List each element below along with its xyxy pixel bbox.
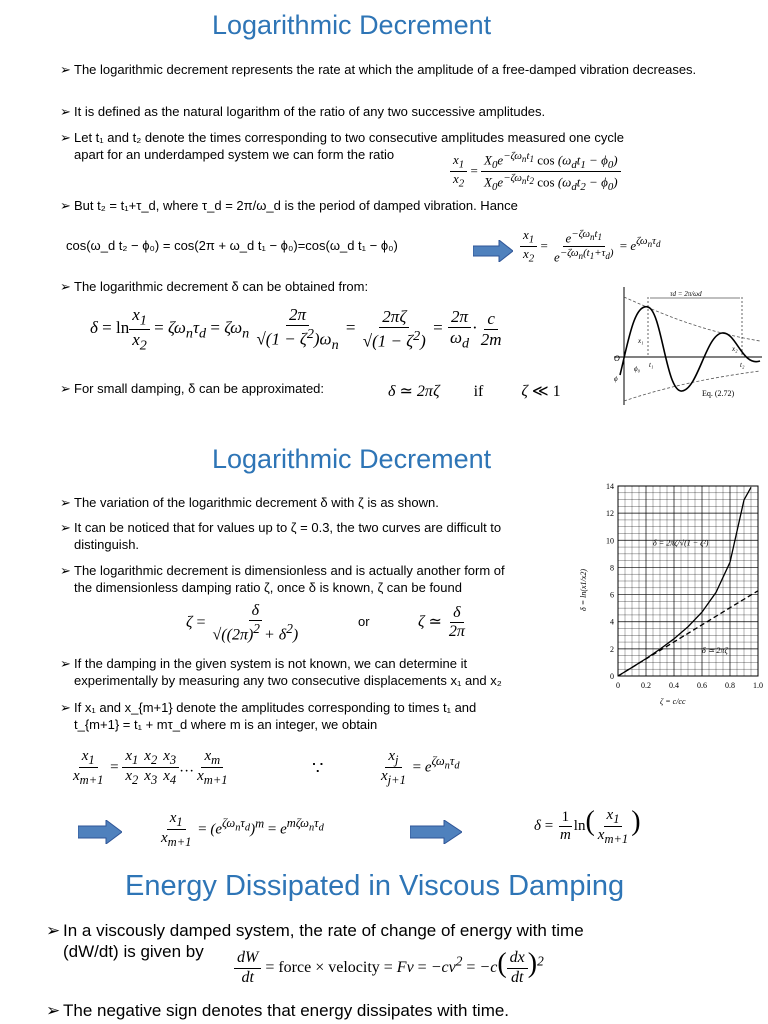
cos-equation: cos(ω_d t₂ − ϕ₀) = cos(2π + ω_d t₁ − ϕ₀)=cos(ω_d t₁ − ϕ₀): [66, 238, 398, 253]
y-tick-label: 0: [610, 672, 614, 681]
s2-bullet-3: ➢ The logarithmic decrement is dimensionless and is actually another form of the dimensionless damping ratio ζ, once δ is known, ζ can be found: [60, 563, 505, 595]
bullet-arrow-icon: ➢: [60, 656, 71, 671]
successive-ratio-equation: $\frac{x_j}{x_{j+1}}$ = $e^{\zeta\omega_n\tau_d}$: [381, 748, 460, 788]
bullet-arrow-icon: ➢: [60, 563, 71, 578]
x-tick-label: 0.6: [697, 681, 707, 690]
zeta-approx-equation: ζ ≃ $\frac{\delta}{2\pi}$: [418, 604, 465, 641]
s2-bullet-1: ➢ The variation of the logarithmic decrement δ with ζ is as shown.: [60, 495, 439, 510]
s2-bullet-5: ➢ If x₁ and x_{m+1} denote the amplitudes corresponding to times t₁ and t_{m+1} = t₁ + mτ_d where m is an integer, we obtain: [60, 700, 477, 732]
section2-title: Logarithmic Decrement: [212, 444, 492, 474]
y-tick-label: 12: [606, 509, 614, 519]
bullet-arrow-icon: ➢: [60, 495, 71, 510]
section1-title: Logarithmic Decrement: [212, 10, 492, 40]
x-tick-label: 0.8: [725, 681, 735, 690]
bullet-arrow-icon: ➢: [60, 279, 71, 294]
bullet-arrow-icon: ➢: [46, 1001, 61, 1020]
s1-bullet-4: ➢ But t₂ = t₁+τ_d, where τ_d = 2π/ω_d is the period of damped vibration. Hance: [60, 198, 518, 213]
y-tick-label: 2: [610, 644, 614, 654]
s3-bullet-2: ➢ The negative sign denotes that energy dissipates with time.: [46, 1001, 510, 1020]
x-axis-label: ζ = c/cc: [660, 697, 686, 706]
delta-equation: δ = ln $\frac{x_1}{x_2}$ = $\zeta\omega_n\tau_d = \zeta\omega_n$ $\frac{2\pi}{√(1 - \zeta^2)\omega_n}$ = $\frac{2\pi\zeta}{√(1 - \zeta^2)}$ = $\frac{2\pi}{\omega_d}$ · $\frac{c}{2m}$: [90, 305, 502, 354]
section3-title: Energy Dissipated in Viscous Damping: [125, 870, 625, 902]
small-damping-approx: δ ≃ 2πζ if ζ ≪ 1: [388, 383, 561, 400]
y-tick-label: 10: [606, 536, 614, 546]
series-exact-line: [618, 487, 751, 676]
because-symbol: ∵: [312, 758, 324, 778]
svg-text:t₂: t₂: [740, 361, 745, 369]
y-tick-label: 8: [610, 563, 614, 573]
s1-bullet-3: ➢ Let t₁ and t₂ denote the times corresponding to two consecutive amplitudes measured one cycle apart for an underdamped system we can form the ratio: [60, 130, 624, 162]
bullet-arrow-icon: ➢: [60, 700, 71, 715]
series-exact-label: δ = 2πζ/√(1 − ζ²): [653, 538, 709, 548]
ratio-equation: $\frac{x_1}{x_2}$ = $\frac{X_0e^{-\zeta\omega_nt_1} \cos (\omega_dt_1 - \phi_0)}{X_0e^{-\zeta\omega_nt_2} \cos (\omega_dt_2 - \phi_0)}$: [450, 150, 621, 194]
bullet-arrow-icon: ➢: [60, 104, 71, 119]
svg-text:t₁: t₁: [649, 361, 654, 369]
power-equation: $\frac{x_1}{x_{m+1}}$ = $(e^{\zeta\omega_n\tau_d})^m = e^{m\zeta\omega_n\tau_d}$: [161, 810, 324, 850]
energy-rate-equation: $\frac{dW}{dt}$ = force × velocity = $Fv = -cv^2 = -c$( $\frac{dx}{dt}$ )$^2$: [234, 948, 544, 987]
bullet-arrow-icon: ➢: [60, 381, 71, 396]
svg-text:x₁: x₁: [638, 337, 644, 345]
bullet-arrow-icon: ➢: [60, 520, 71, 535]
svg-text:x₂: x₂: [732, 345, 738, 353]
bullet-arrow-icon: ➢: [46, 921, 61, 940]
y-axis-label: δ = ln(x1/x2): [579, 569, 588, 611]
series-approx-label: δ ≃ 2πζ: [702, 645, 728, 655]
bullet-arrow-icon: ➢: [60, 198, 71, 213]
svg-text:O: O: [614, 354, 620, 363]
right-arrow-icon: [78, 820, 122, 844]
s2-bullet-2: ➢ It can be noticed that for values up to ζ = 0.3, the two curves are difficult to distinguish.: [60, 520, 502, 552]
zeta-exact-equation: ζ = $\frac{\delta}{√((2\pi)^2 + \delta^2)}$: [186, 602, 299, 644]
s1-bullet-2: ➢ It is defined as the natural logarithm of the ratio of any two successive amplitudes.: [60, 104, 546, 119]
bullet-arrow-icon: ➢: [60, 62, 71, 77]
s1-bullet-6: ➢ For small damping, δ can be approximated:: [60, 381, 325, 396]
right-arrow-icon: [473, 240, 513, 262]
or-label: or: [358, 614, 370, 629]
bullet-arrow-icon: ➢: [60, 130, 71, 145]
right-arrow-icon: [410, 820, 462, 844]
damped-vibration-figure: [610, 283, 765, 408]
s1-bullet-5: ➢ The logarithmic decrement δ can be obtained from:: [60, 279, 369, 294]
delta-m-equation: δ = $\frac{1}{m}$ ln( $\frac{x_1}{x_{m+1}}$ ): [534, 806, 641, 847]
x-tick-label: 0: [616, 681, 620, 690]
s1-bullet-1: ➢ The logarithmic decrement represents the rate at which the amplitude of a free-damped vibration decreases.: [60, 62, 697, 77]
x-tick-label: 0.2: [641, 681, 651, 690]
exp-ratio-equation: $\frac{x_1}{x_2}$ = $\frac{e^{-\zeta\omega_nt_1}}{e^{-\zeta\omega_n(t_1+\tau_d)}}$ = $e^{\zeta\omega_n\tau_d}$: [520, 228, 660, 266]
s3-bullet-1: ➢ In a viscously damped system, the rate of change of energy with time (dW/dt) is given by: [46, 921, 584, 961]
y-tick-label: 14: [606, 482, 614, 491]
x-tick-label: 1.0: [753, 681, 763, 690]
s2-bullet-4: ➢ If the damping in the given system is not known, we can determine it experimentally by measuring any two consecutive displacements x₁ and x₂: [60, 656, 502, 688]
eq-label: Eq. (2.72): [702, 389, 735, 398]
amplitude-product-equation: $\frac{x_1}{x_{m+1}}$ = $\frac{x_1}{x_2}$ $\frac{x_2}{x_3}$ $\frac{x_3}{x_4}$ … $\frac{x_m}{x_{m+1}}$: [73, 748, 228, 788]
y-tick-label: 4: [610, 617, 614, 627]
svg-text:ϕ: ϕ: [614, 375, 618, 383]
tau-label: τd = 2π/ωd: [670, 290, 702, 298]
x-tick-label: 0.4: [669, 681, 679, 690]
svg-text:ϕ₀: ϕ₀: [634, 365, 641, 373]
y-tick-label: 6: [610, 590, 614, 600]
log-decrement-chart: [574, 476, 768, 714]
